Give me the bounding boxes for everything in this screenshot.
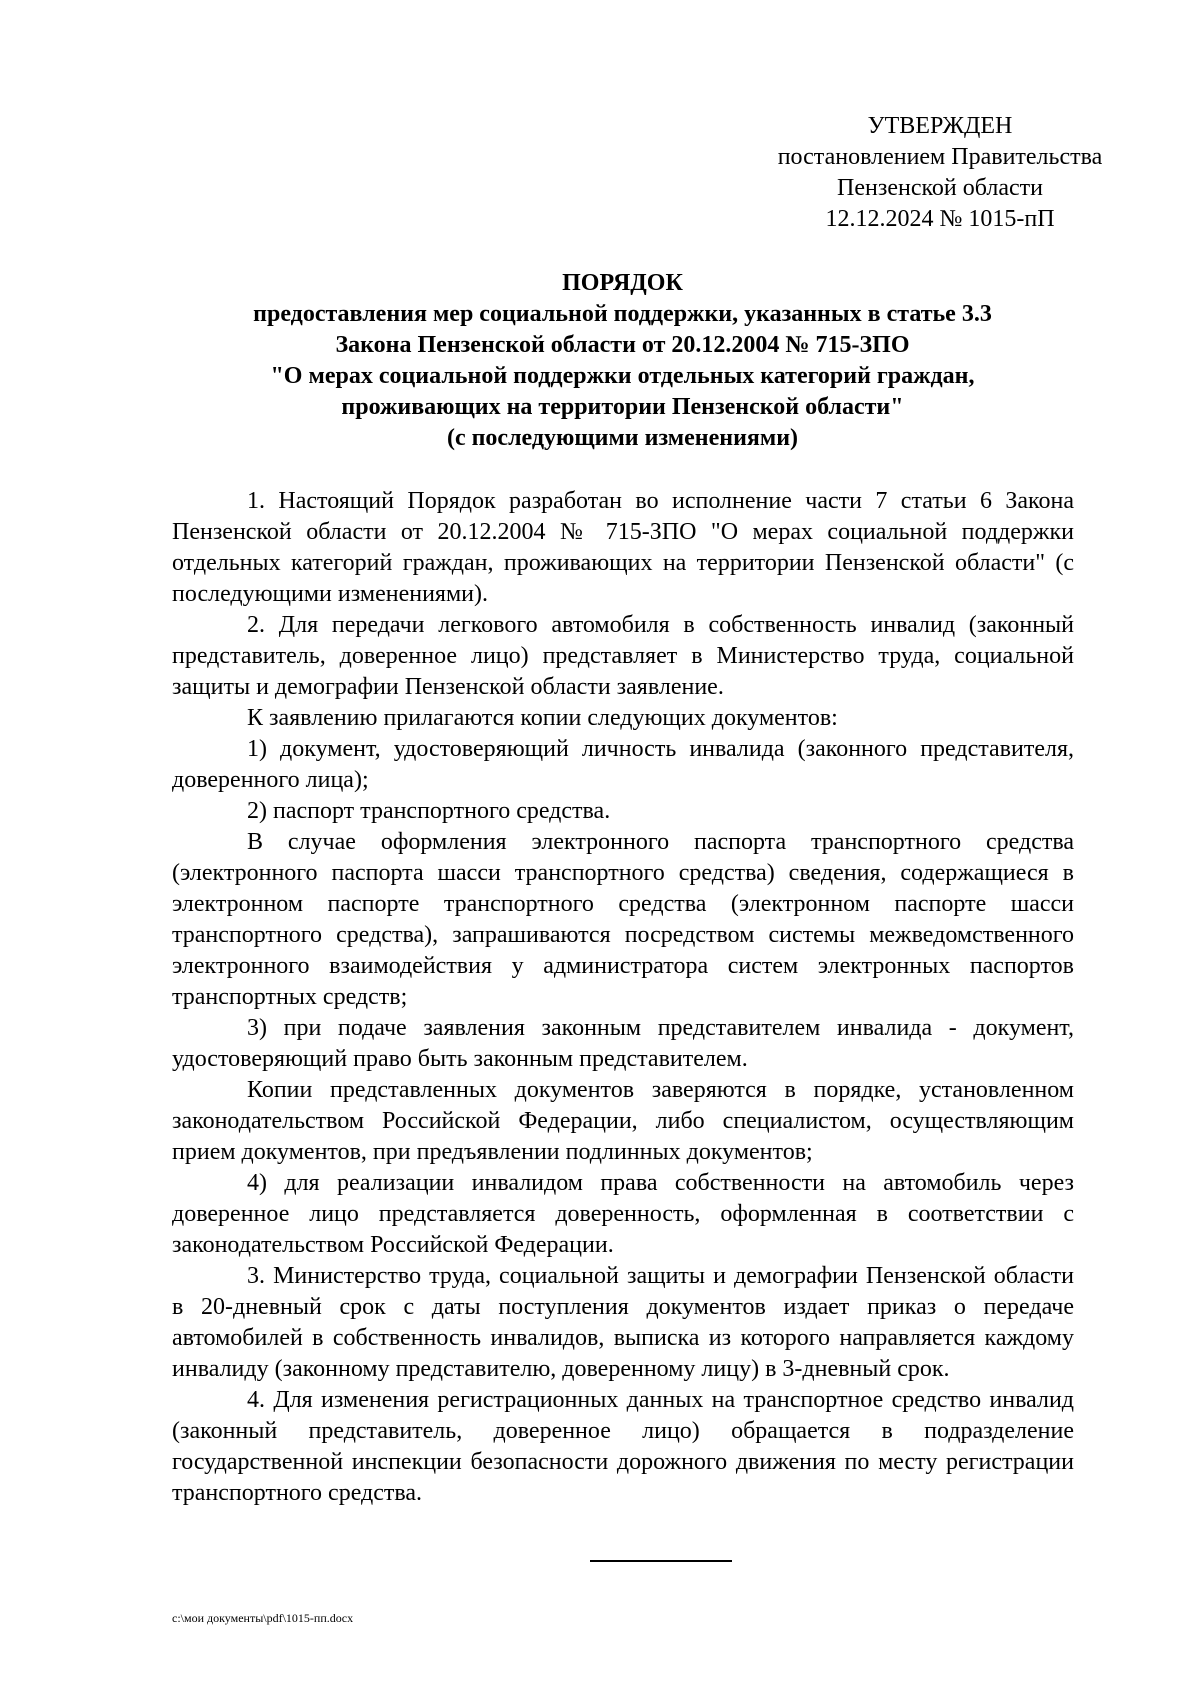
approval-authority: постановлением Правительства [777,144,1103,170]
paragraph: 3. Министерство труда, социальной защиты и демографии Пензенской области в 20-дневный срок с даты поступления документов издает приказ о передаче автомобилей в собственность инвалидов, выписка из которого направляется каждому инвалиду (законному представителю, доверенному лицу) в 3-дневный срок. [172,1263,1074,1382]
approval-stamp [740,111,1140,235]
paragraph: 2. Для передачи легкового автомобиля в собственность инвалид (законный представитель, доверенное лицо) представляет в Министерство труда, социальной защиты и демографии Пензенской области заявление. [172,612,1074,700]
paragraph: 4) для реализации инвалидом права собственности на автомобиль через доверенное лицо представляется доверенность, оформленная в соответствии с законодательством Российской Федерации. [172,1170,1074,1258]
title-line: проживающих на территории Пензенской области" [341,394,904,420]
title-line: "О мерах социальной поддержки отдельных категорий граждан, [270,363,975,389]
paragraph: 1) документ, удостоверяющий личность инвалида (законного представителя, доверенного лица); [172,736,1074,793]
paragraph: К заявлению прилагаются копии следующих документов: [247,705,838,731]
title-line: предоставления мер социальной поддержки, указанных в статье 3.3 [253,301,992,327]
paragraph: 4. Для изменения регистрационных данных на транспортное средство инвалид (законный представитель, доверенное лицо) обращается в подразделение государственной инспекции безопасности дорожного движения по месту регистрации транспортного средства. [172,1387,1074,1506]
title-line: Закона Пензенской области от 20.12.2004 № 715-ЗПО [335,332,910,358]
footer-file-path: c:\мои документы\pdf\1015-пп.docx [172,1611,354,1625]
paragraph: 3) при подаче заявления законным представителем инвалида - документ, удостоверяющий право быть законным представителем. [172,1015,1074,1072]
end-divider [590,1560,732,1562]
title-heading: ПОРЯДОК [562,270,683,296]
paragraph: В случае оформления электронного паспорта транспортного средства (электронного паспорта шасси транспортного средства) сведения, содержащиеся в электронном паспорте транспортного средства (электронном паспорте шасси транспортного средства), запрашиваются посредством системы межведомственного электронного взаимодействия у администратора систем электронных паспортов транспортных средств; [172,829,1074,1010]
document-body [172,486,1074,1509]
approval-status: УТВЕРЖДЕН [867,113,1013,139]
document-title [170,268,1075,454]
paragraph: 1. Настоящий Порядок разработан во исполнение части 7 статьи 6 Закона Пензенской области от 20.12.2004 № 715-ЗПО "О мерах социальной поддержки отдельных категорий граждан, проживающих на территории Пензенской области" (с последующими изменениями). [172,488,1074,607]
approval-date-number: 12.12.2024 № 1015-пП [825,206,1055,232]
approval-region: Пензенской области [837,175,1043,201]
title-line: (с последующими изменениями) [446,425,799,451]
paragraph: Копии представленных документов заверяются в порядке, установленном законодательством Российской Федерации, либо специалистом, осуществляющим прием документов, при предъявлении подлинных документов; [172,1077,1074,1165]
paragraph: 2) паспорт транспортного средства. [247,798,611,824]
